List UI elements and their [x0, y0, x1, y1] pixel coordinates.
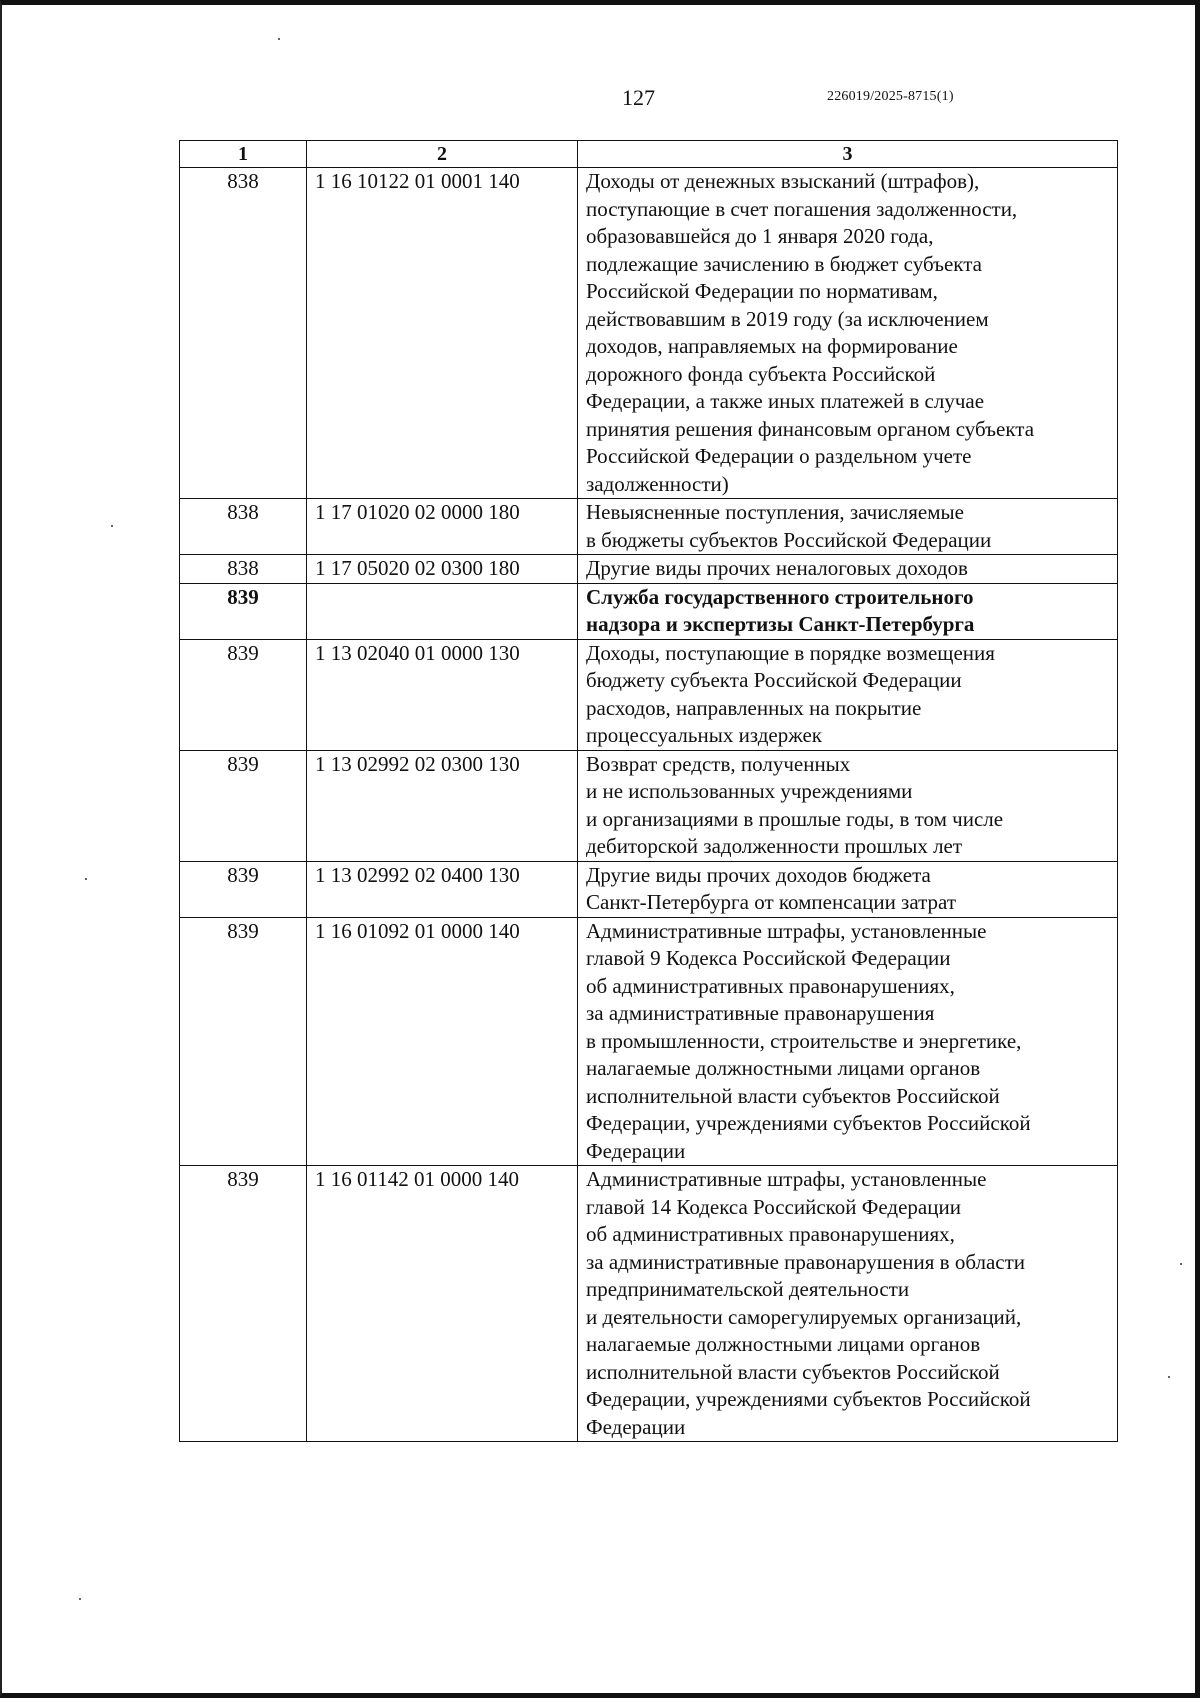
revenue-name-cell: [578, 639, 1118, 750]
revenue-name-cell: [578, 861, 1118, 917]
revenue-name-line: Невыясненные поступления, зачисляемые: [586, 500, 964, 524]
revenue-name-line: действовавшим в 2019 году (за исключением: [586, 306, 989, 331]
revenue-name-line: Федерации: [586, 1414, 686, 1439]
revenue-code-cell: 1 16 01092 01 0000 140: [307, 917, 578, 1166]
revenue-name-line: предпринимательской деятельности: [586, 1277, 910, 1301]
revenue-name-line: Доходы от денежных взысканий (штрафов),: [586, 169, 980, 193]
table-row: [180, 168, 1118, 499]
revenue-name-cell: [578, 750, 1118, 861]
revenue-name-line: и организациями в прошлые годы, в том числе: [586, 806, 1004, 831]
revenue-name-line: главой 9 Кодекса Российской Федерации: [586, 946, 951, 970]
admin-code-cell: 839: [180, 861, 307, 917]
revenue-name-cell: [578, 1166, 1118, 1442]
revenue-name-line: надзора и экспертизы Санкт-Петербурга: [586, 612, 975, 636]
revenue-name-line: за административные правонарушения: [586, 1001, 935, 1025]
revenue-name-line: в промышленности, строительстве и энергетике,: [586, 1028, 1022, 1053]
revenue-name-line: исполнительной власти субъектов Российской: [586, 1083, 1000, 1108]
revenue-name-cell: [578, 499, 1118, 555]
revenue-name-line: доходов, направляемых на формирование: [586, 334, 958, 358]
admin-code-cell: 839: [180, 917, 307, 1166]
revenue-name-line: Санкт-Петербурга от компенсации затрат: [586, 890, 957, 914]
admin-code-cell: 839: [180, 750, 307, 861]
table-header-row: [180, 141, 1118, 168]
revenue-code-cell: 1 16 10122 01 0001 140: [307, 168, 578, 499]
revenue-code-cell: 1 17 01020 02 0000 180: [307, 499, 578, 555]
revenue-name-line: принятия решения финансовым органом субъекта: [586, 416, 1035, 441]
revenue-name-line: дебиторской задолженности прошлых лет: [586, 834, 963, 858]
admin-code-cell: 839: [180, 639, 307, 750]
revenue-name-line: Административные штрафы, установленные: [586, 1167, 987, 1191]
revenue-name-line: Федерации, а также иных платежей в случае: [586, 389, 985, 413]
revenue-name-cell: [578, 168, 1118, 499]
table-row: [180, 1166, 1118, 1442]
revenue-name-line: процессуальных издержек: [586, 723, 822, 747]
revenue-name-line: исполнительной власти субъектов Российской: [586, 1359, 1000, 1384]
revenue-name-line: поступающие в счет погашения задолженности,: [586, 196, 1018, 221]
revenue-name-cell: [578, 583, 1118, 639]
revenue-name-cell: [578, 555, 1118, 584]
revenue-name-line: и деятельности саморегулируемых организаций,: [586, 1304, 1022, 1329]
column-header-1: 1: [180, 141, 307, 168]
scan-speck: [79, 1598, 81, 1600]
revenue-code-cell: 1 16 01142 01 0000 140: [307, 1166, 578, 1442]
revenue-name-line: бюджету субъекта Российской Федерации: [586, 668, 962, 692]
revenue-name-line: расходов, направленных на покрытие: [586, 695, 922, 720]
revenue-name-line: Доходы, поступающие в порядке возмещения: [586, 640, 995, 665]
revenue-name-line: Другие виды прочих неналоговых доходов: [586, 556, 968, 580]
admin-code-cell: 839: [180, 1166, 307, 1442]
revenue-name-line: и не использованных учреждениями: [586, 779, 913, 803]
scan-speck: [1180, 1263, 1182, 1265]
scan-speck: [278, 38, 280, 40]
revenue-code-cell: 1 13 02040 01 0000 130: [307, 639, 578, 750]
revenue-name-line: Российской Федерации по нормативам,: [586, 279, 938, 303]
column-header-3: 3: [578, 141, 1118, 168]
table-row: [180, 499, 1118, 555]
revenue-name-line: в бюджеты субъектов Российской Федерации: [586, 527, 992, 552]
scan-speck: [85, 878, 87, 880]
revenue-name-line: дорожного фонда субъекта Российской: [586, 361, 936, 386]
revenue-name-cell: [578, 917, 1118, 1166]
admin-code-cell: 838: [180, 555, 307, 584]
revenue-code-cell: 1 17 05020 02 0300 180: [307, 555, 578, 584]
revenue-name-line: Служба государственного строительного: [586, 584, 974, 609]
revenue-name-line: Федерации, учреждениями субъектов Российской: [586, 1111, 1031, 1135]
revenue-name-line: об административных правонарушениях,: [586, 973, 955, 998]
table-body: [180, 168, 1118, 1442]
revenue-name-line: налагаемые должностными лицами органов: [586, 1332, 981, 1356]
admin-code-cell: 838: [180, 168, 307, 499]
document-id: 226019/2025-8715(1): [827, 89, 954, 104]
revenue-name-line: задолженности): [586, 471, 729, 496]
revenue-name-line: образовавшейся до 1 января 2020 года,: [586, 224, 934, 248]
revenue-code-cell: [307, 583, 578, 639]
admin-code-cell: 838: [180, 499, 307, 555]
revenue-name-line: Федерации, учреждениями субъектов Российской: [586, 1387, 1031, 1411]
revenue-code-cell: 1 13 02992 02 0400 130: [307, 861, 578, 917]
revenue-name-line: Возврат средств, полученных: [586, 751, 851, 776]
revenue-name-line: Другие виды прочих доходов бюджета: [586, 862, 931, 887]
revenue-name-line: об административных правонарушениях,: [586, 1222, 955, 1246]
admin-code-cell: 839: [180, 583, 307, 639]
scan-speck: [111, 525, 113, 527]
revenue-name-line: главой 14 Кодекса Российской Федерации: [586, 1194, 961, 1219]
revenue-name-line: подлежащие зачислению в бюджет субъекта: [586, 251, 982, 276]
revenue-name-line: Российской Федерации о раздельном учете: [586, 444, 972, 468]
table-row: [180, 555, 1118, 584]
table-row: [180, 750, 1118, 861]
page-number: 127: [622, 85, 655, 110]
revenue-name-line: за административные правонарушения в области: [586, 1249, 1026, 1274]
table-row: [180, 583, 1118, 639]
revenue-name-line: налагаемые должностными лицами органов: [586, 1056, 981, 1080]
table-row: [180, 639, 1118, 750]
column-header-2: 2: [307, 141, 578, 168]
scan-speck: [1168, 1376, 1170, 1378]
revenue-codes-table: [179, 140, 1118, 1442]
table-row: [180, 861, 1118, 917]
table-row: [180, 917, 1118, 1166]
revenue-code-cell: 1 13 02992 02 0300 130: [307, 750, 578, 861]
revenue-name-line: Административные штрафы, установленные: [586, 918, 987, 943]
revenue-name-line: Федерации: [586, 1138, 686, 1163]
